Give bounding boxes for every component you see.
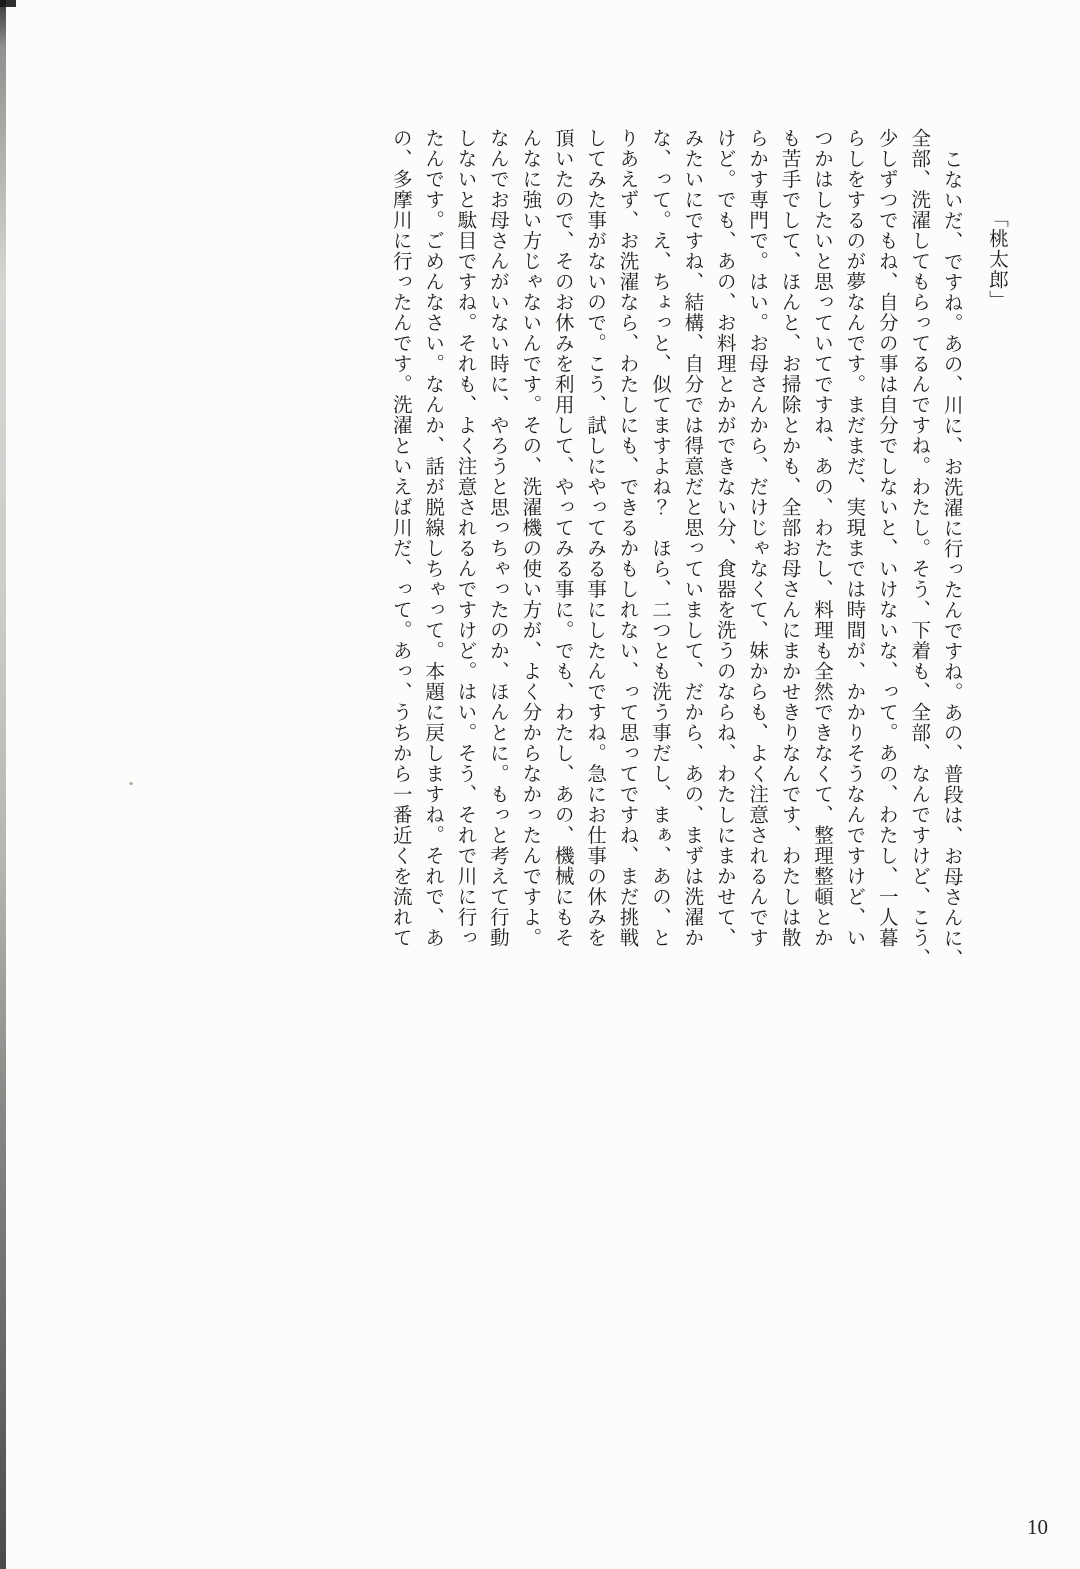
page-title: 「桃太郎」 <box>986 208 1007 311</box>
text-column: んなに強い方じゃないんです。その、洗濯機の使い方が、よく分からなかったんですよ。 <box>519 128 541 948</box>
text-column: りあえず、お洗濯なら、わたしにも、できるかもしれない、って思ってですね、まだ挑戦 <box>616 128 638 948</box>
text-column: みたいにですね、結構、自分では得意だと思っていまして、だから、あの、まずは洗濯か <box>681 128 703 948</box>
text-column: 少しずつでもね、自分の事は自分でしないと、いけないな、って。あの、わたし、一人暮 <box>875 128 897 948</box>
body-columns <box>383 128 966 969</box>
text-column: なんでお母さんがいない時に、やろうと思っちゃったのか、ほんとに。もっと考えて行動 <box>486 128 508 948</box>
text-column: も苦手でして、ほんと、お掃除とかも、全部お母さんにまかせきりなんです、わたしは散 <box>778 128 800 948</box>
text-column: つかはしたいと思っていてですね、あの、わたし、料理も全然できなくて、整理整頓とか <box>810 128 832 948</box>
vertical-text-block <box>383 128 1012 969</box>
text-column: の、多摩川に行ったんです。洗濯といえば川だ、って。あっ、うちから一番近くを流れて <box>389 128 411 948</box>
text-column: こないだ、ですね。あの、川に、お洗濯に行ったんですね。あの、普段は、お母さんに、 <box>940 148 962 969</box>
dust-speck <box>129 782 133 785</box>
text-column: らかす専門で。はい。お母さんから、だけじゃなくて、妹からも、よく注意されるんです <box>746 128 768 948</box>
page-number: 10 <box>1027 1515 1048 1539</box>
text-column: しないと駄目ですね。それも、よく注意されるんですけど。はい。そう、それで川に行っ <box>454 128 476 948</box>
scan-corner-artifact <box>0 0 16 7</box>
text-column: な、って。え、ちょっと、似てますよね？ ほら、二つとも洗う事だし、まぁ、あの、と <box>648 128 670 948</box>
text-column: らしをするのが夢なんです。まだまだ、実現までは時間が、かかりそうなんですけど、い <box>843 128 865 948</box>
text-column: 全部、洗濯してもらってるんですね。わたし。そう、下着も、全部、なんですけど、こう、 <box>908 128 930 969</box>
scan-edge-artifact <box>0 0 6 1569</box>
text-column: けど。でも、あの、お料理とかができない分、食器を洗うのならね、わたしにまかせて、 <box>713 128 735 948</box>
text-column: 頂いたので、そのお休みを利用して、やってみる事に。でも、わたし、あの、機械にもそ <box>551 128 573 948</box>
text-column: してみた事がないので。こう、試しにやってみる事にしたんですね。急にお仕事の休みを <box>584 128 606 948</box>
text-column: たんです。ごめんなさい。なんか、話が脱線しちゃって。本題に戻しますね。それで、あ <box>422 128 444 948</box>
